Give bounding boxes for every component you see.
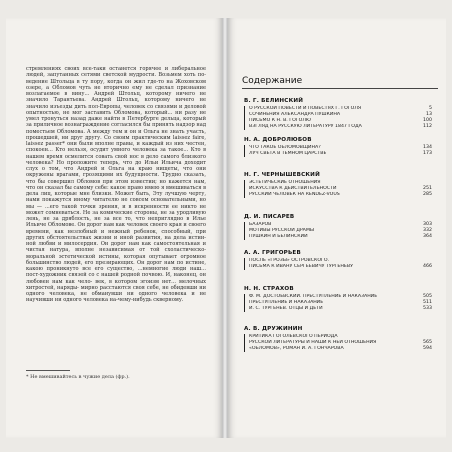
body-line: может сомневаться. Не за комические стороны, не за уродливую bbox=[26, 209, 206, 216]
toc-author: Н. Н. СТРАХОВ bbox=[244, 286, 294, 292]
toc-entry-title: ЛУЧ СВЕТА В ТЕМНОМ ЦАРСТВЕ bbox=[249, 151, 327, 157]
toc-entry[interactable] bbox=[249, 192, 432, 198]
toc-entry-title: РУССКИЙ ЧЕЛОВЕК НА RENDEZ-VOUS bbox=[249, 192, 340, 198]
toc-entries bbox=[244, 145, 432, 157]
toc-entry-title: ПИСЬМО К Н. В. ГОГОЛЮ bbox=[249, 118, 311, 124]
toc-author: А. В. ДРУЖИНИН bbox=[244, 326, 303, 332]
body-line: возлагаемое в вину... Андрей Штольц, которому ничего не значило bbox=[26, 91, 206, 104]
body-line: нами покажутся иному читателю не совсем основательными, но bbox=[26, 197, 206, 204]
contents-heading: Содержание bbox=[242, 76, 303, 86]
right-page bbox=[228, 18, 446, 438]
toc-entry-page: 134 bbox=[423, 145, 432, 150]
toc-entry[interactable] bbox=[249, 264, 432, 270]
footnote-rule bbox=[26, 370, 70, 371]
toc-entries bbox=[244, 294, 432, 312]
toc-entry-page: 594 bbox=[423, 346, 432, 352]
toc-entry-page: 505 bbox=[423, 294, 432, 299]
toc-entry-page: 173 bbox=[423, 151, 432, 157]
body-line: на-чему-нибудь скверному. bbox=[109, 297, 184, 304]
toc-entry-title: И. С. ТУРГЕНЕВ. ОТЦЫ И ДЕТИ bbox=[249, 306, 323, 312]
toc-author: Н. Г. ЧЕРНЫШЕВСКИЙ bbox=[244, 172, 320, 178]
toc-entry-title: МОТИВЫ РУССКОЙ ДРАМЫ bbox=[249, 228, 315, 234]
toc-author: Н. А. ДОБРОЛЮБОВ bbox=[244, 137, 312, 143]
body-line: что бы совершил Обломов при этом известии; но кажется нам, bbox=[26, 178, 206, 185]
body-line: дить пол-Европы, человек со связями и деловой опытностью, не bbox=[26, 103, 206, 116]
body-line: с нашей родной почвою. И, наконец, он любовен нам как чело- bbox=[26, 272, 206, 285]
toc-author: А. А. ГРИГОРЬЕВ bbox=[244, 250, 301, 256]
body-line: своего времени, как незлобный и нежный ребенок, способный, bbox=[26, 222, 206, 235]
toc-entry-title: РУССКОЙ ЛИТЕРАТУРЫ И НАШИ К НЕЙ ОТНОШЕНИЯ bbox=[249, 340, 377, 346]
body-line: доходит слух о том, что Андрей и Ольга на краю нищеты, что они bbox=[26, 159, 206, 172]
toc-entries bbox=[244, 334, 432, 352]
toc-entries bbox=[244, 258, 432, 270]
toc-section bbox=[244, 214, 432, 240]
body-line: озере, а Обломов чуть не вторично ему не сделал признание bbox=[26, 84, 206, 91]
body-line: вознаграждение согласился бы принять надзор над поместьем bbox=[26, 122, 206, 135]
toc-entry-page: 251 bbox=[423, 186, 432, 192]
toc-entry[interactable] bbox=[249, 346, 432, 352]
toc-entry-title: ИСКУССТВА К ДЕЙСТВИТЕЛЬНОСТИ bbox=[249, 186, 337, 192]
toc-entry-title: ПИСЬМА К ИВАНУ СЕРГЕЕВИЧУ ТУРГЕНЕВУ bbox=[249, 264, 353, 270]
toc-entry-title: «ОБЛОМОВ», РОМАН И. А. ГОНЧАРОВА bbox=[249, 346, 344, 352]
toc-entry-page: 13 bbox=[426, 112, 432, 118]
toc-section bbox=[244, 326, 432, 352]
toc-entries bbox=[244, 222, 432, 240]
toc-section bbox=[244, 250, 432, 270]
toc-entry-page: 332 bbox=[423, 228, 432, 234]
toc-entries bbox=[244, 180, 432, 198]
toc-author: Д. И. ПИСАРЕВ bbox=[244, 214, 295, 220]
toc-entry-title: КРИТИКА ГОГОЛЕВСКОГО ПЕРИОДА bbox=[249, 334, 338, 339]
body-line: чистая натура, вполне независимая от той схоластическо-моральной bbox=[26, 247, 206, 260]
toc-entry-title: ПУШКИН И БЕЛИНСКИЙ bbox=[249, 234, 308, 240]
toc-section bbox=[244, 98, 432, 130]
body-line: обманувши ни одного человека и не научивши ни одного человека bbox=[26, 291, 207, 304]
body-line: ной любви и милосердия. Он дорог нам как самостоятельная и bbox=[26, 241, 206, 247]
body-line: при других обстоятельствах жизни и иной развития, на дела истин- bbox=[26, 228, 206, 241]
body-line: его существо, ...немногие люди наш... пост-художник связей со bbox=[26, 266, 206, 279]
toc-entry-title: ВЗГЛЯД НА РУССКУЮ ЛИТЕРАТУРУ 1847 ГОДА bbox=[249, 124, 362, 130]
toc-entry-title: СОЧИНЕНИЯ АЛЕКСАНДРА ПУШКИНА bbox=[249, 112, 341, 118]
toc-entry[interactable] bbox=[249, 234, 432, 240]
body-line: что он сказал бы самому себе: какое право имею я вмешиваться в bbox=[26, 184, 206, 191]
toc-entry-page: 466 bbox=[423, 264, 432, 270]
left-page bbox=[6, 18, 222, 438]
body-line: век, в котором эгоизм нет... мелочных хитростей, наряды- bbox=[26, 278, 206, 291]
body-line: мы — ...его такой точки зрения, и в искренности ее никто не bbox=[26, 203, 206, 210]
body-line: Илье Ильиче Обломове. Он дорог нам как человек своего края и bbox=[26, 216, 206, 229]
toc-entry-title: ЧТО ТАКОЕ ОБЛОМОВЩИНА? bbox=[249, 145, 321, 150]
footnote: * Не вмешивайтесь в чужие дела (фр.). bbox=[26, 374, 130, 380]
toc-entry-page: 511 bbox=[423, 300, 432, 306]
toc-entry-page: 533 bbox=[423, 306, 432, 312]
body-line: Тарантьева. Андрей Штольц, которому ничего не значило изъезды bbox=[26, 97, 206, 110]
toc-entries bbox=[244, 106, 432, 130]
body-line: людей, запутанных сетями светской мудрости. Возьмем хоть по- bbox=[26, 72, 206, 79]
toc-entry-page: 565 bbox=[423, 340, 432, 346]
toc-author: В. Г. БЕЛИНСКИЙ bbox=[244, 98, 304, 104]
toc-section bbox=[244, 137, 432, 157]
toc-entry-title: О РУССКОЙ ПОВЕСТИ И ПОВЕСТЯХ Г. ГОГОЛЯ bbox=[249, 106, 362, 111]
body-line: мог заставить Обломова, который... ни разу не умел тронуться bbox=[26, 109, 206, 122]
body-line: его презирающих. Он дорог нам по истине, какою проникнуто все bbox=[26, 259, 206, 272]
body-line: Кто в нашем время осмелится совать свой нос в дело самого bbox=[26, 147, 206, 160]
toc-section bbox=[244, 172, 432, 198]
body-line: близкого человека? Но проложите теперь, что до Ильи Ильича bbox=[26, 153, 206, 166]
toc-entry[interactable] bbox=[249, 124, 432, 130]
toc-entry-page: 364 bbox=[423, 234, 432, 240]
contents-heading-rule bbox=[242, 88, 438, 89]
toc-section bbox=[244, 286, 432, 312]
body-text bbox=[26, 66, 206, 304]
toc-entry-title: ЭСТЕТИЧЕСКИЕ ОТНОШЕНИЯ bbox=[249, 180, 321, 185]
body-line: спокоен... Кто нельзя, осудит умного человека за такое... bbox=[26, 147, 191, 154]
body-line: эстетической истины, которая опутывает огромное большинство людей, bbox=[26, 253, 207, 266]
toc-entry-title: БАЗАРОВ bbox=[249, 222, 272, 227]
body-line: ведение Штольца в ту пору, когда он жил где-то на Жоховском bbox=[26, 78, 206, 85]
toc-entry-page: 303 bbox=[423, 222, 432, 227]
toc-entry[interactable] bbox=[249, 151, 432, 157]
body-line: Обломова. А между тем и он и Ольга не знать участь, bbox=[56, 128, 206, 135]
body-line: прошедшей, ни друг другу. Со своим практическим laissez faire, bbox=[26, 134, 206, 141]
toc-entry[interactable] bbox=[249, 306, 432, 312]
body-line: назад даже найти в Петербурге дельца, который за приличное bbox=[26, 116, 206, 129]
toc-entry-title: Ф. М. ДОСТОЕВСКИЙ. ПРЕСТУПЛЕНИЕ И НАКАЗАНИЕ bbox=[249, 294, 378, 299]
toc-entry-title: ПРЕСТУПЛЕНИЕ И НАКАЗАНИЕ bbox=[249, 300, 324, 306]
body-line: laissez passer* они были вполне правы, и каждый из них честен, bbox=[26, 141, 206, 147]
body-line: стремлениях своих все-таки останется горячее и либеральное bbox=[26, 66, 206, 72]
body-line: окружены врагами, грозящими их будущности. Трудно сказать, bbox=[26, 172, 206, 179]
body-line: лень, не за дряблость, не за все то, что неприглядно в bbox=[26, 216, 193, 222]
toc-entry-title: ПОСЛЕ «ГРОЗЫ» ОСТРОВСКОГО. bbox=[249, 258, 330, 263]
body-line: мирно расстаются своя себе, не обидевши ни одного человека, не bbox=[26, 284, 207, 297]
toc-entry-page: 5 bbox=[429, 106, 432, 111]
body-line: дела лиц, которые мне близки. Может быть, Эту лучшую черту, bbox=[26, 191, 206, 197]
toc-entry-page: 100 bbox=[423, 118, 432, 124]
toc-entry-page: 285 bbox=[423, 192, 432, 198]
toc-entry-page: 112 bbox=[423, 124, 432, 130]
